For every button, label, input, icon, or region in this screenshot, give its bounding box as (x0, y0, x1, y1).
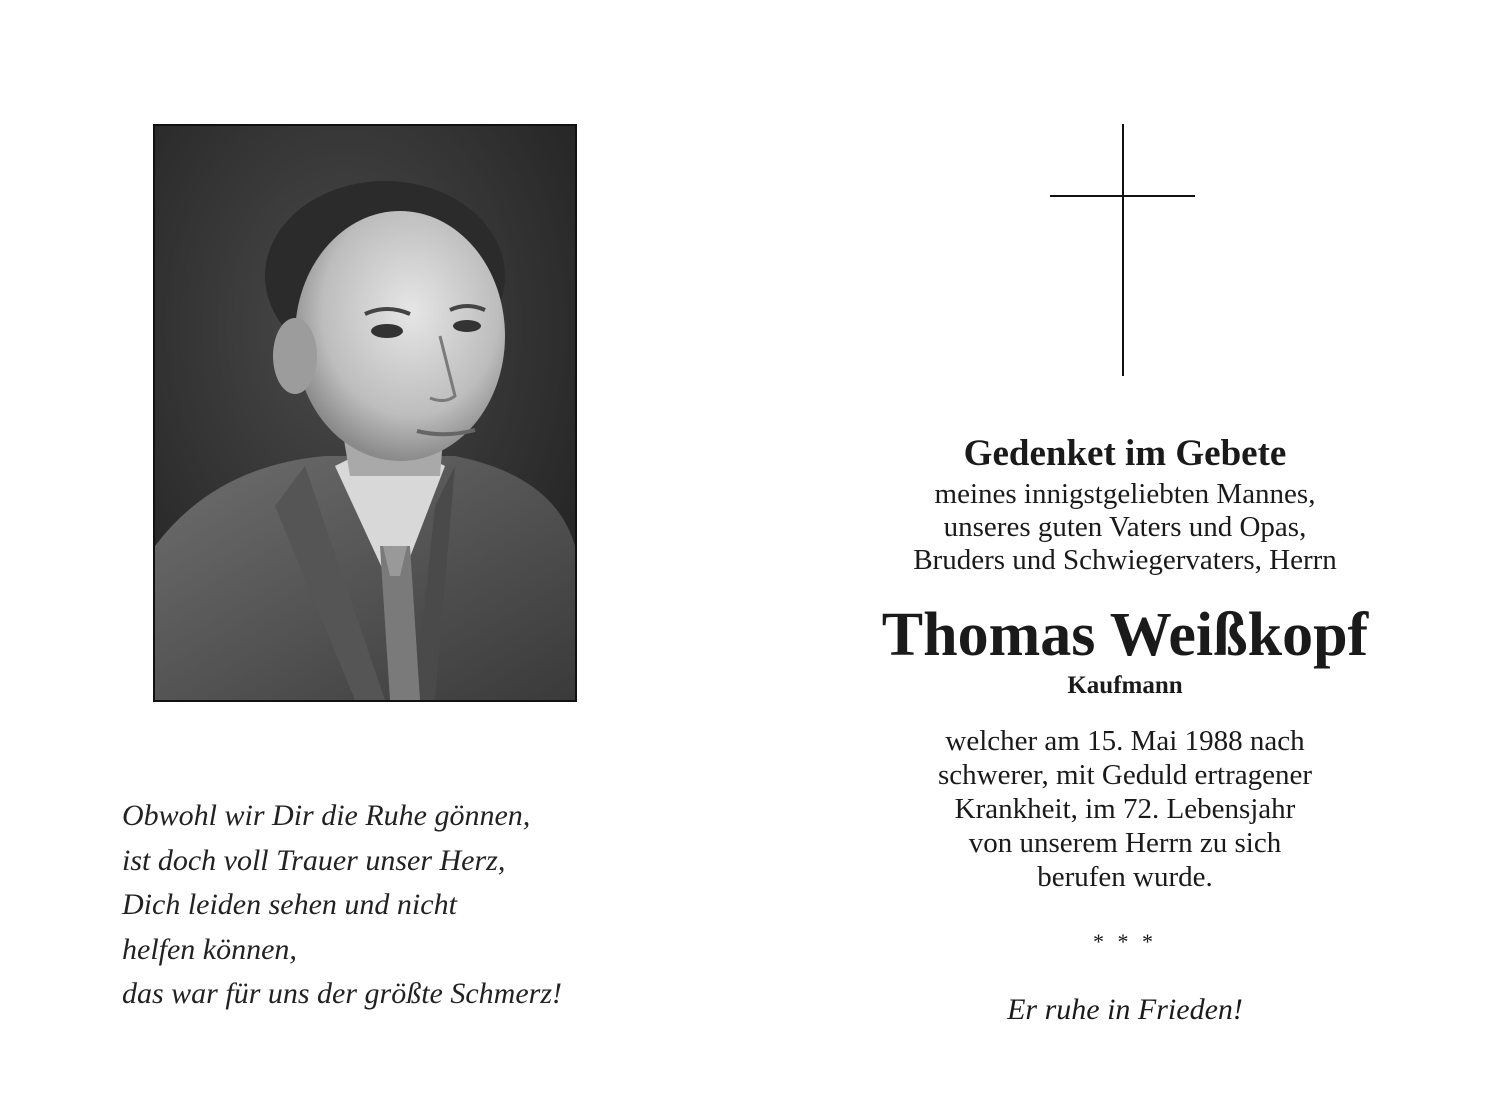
death-line: berufen wurde. (1037, 861, 1213, 893)
death-line: von unserem Herrn zu sich (968, 827, 1282, 859)
memorial-heading: Gedenket im Gebete (963, 433, 1287, 474)
intro-line: meines innigstgeliebten Mannes, (934, 478, 1316, 510)
portrait-photo (153, 124, 577, 702)
death-line: schwerer, mit Geduld ertragener (937, 759, 1313, 791)
cross-vertical-bar (1122, 124, 1124, 376)
poem-line: ist doch voll Trauer unser Herz, (122, 843, 506, 877)
cross-horizontal-bar (1050, 195, 1195, 197)
intro-text (830, 478, 1420, 577)
death-notice (830, 724, 1420, 894)
death-line: Krankheit, im 72. Lebensjahr (954, 793, 1296, 825)
poem-line: helfen können, (122, 932, 297, 966)
poem-line: Obwohl wir Dir die Ruhe gönnen, (122, 799, 531, 832)
cross-icon (1050, 124, 1195, 376)
portrait-image (155, 126, 575, 700)
closing-blessing: Er ruhe in Frieden! (1007, 993, 1243, 1026)
intro-line: Bruders und Schwiegervaters, Herrn (913, 544, 1337, 576)
separator-stars: * * * (1093, 929, 1157, 954)
poem (122, 794, 642, 1017)
poem-line: Dich leiden sehen und nicht (122, 888, 457, 921)
deceased-name: Thomas Weißkopf (881, 601, 1369, 669)
poem-line: das war für uns der größte Schmerz! (122, 977, 562, 1010)
death-line: welcher am 15. Mai 1988 nach (945, 725, 1305, 757)
profession: Kaufmann (1067, 672, 1183, 699)
intro-line: unseres guten Vaters und Opas, (943, 511, 1307, 543)
